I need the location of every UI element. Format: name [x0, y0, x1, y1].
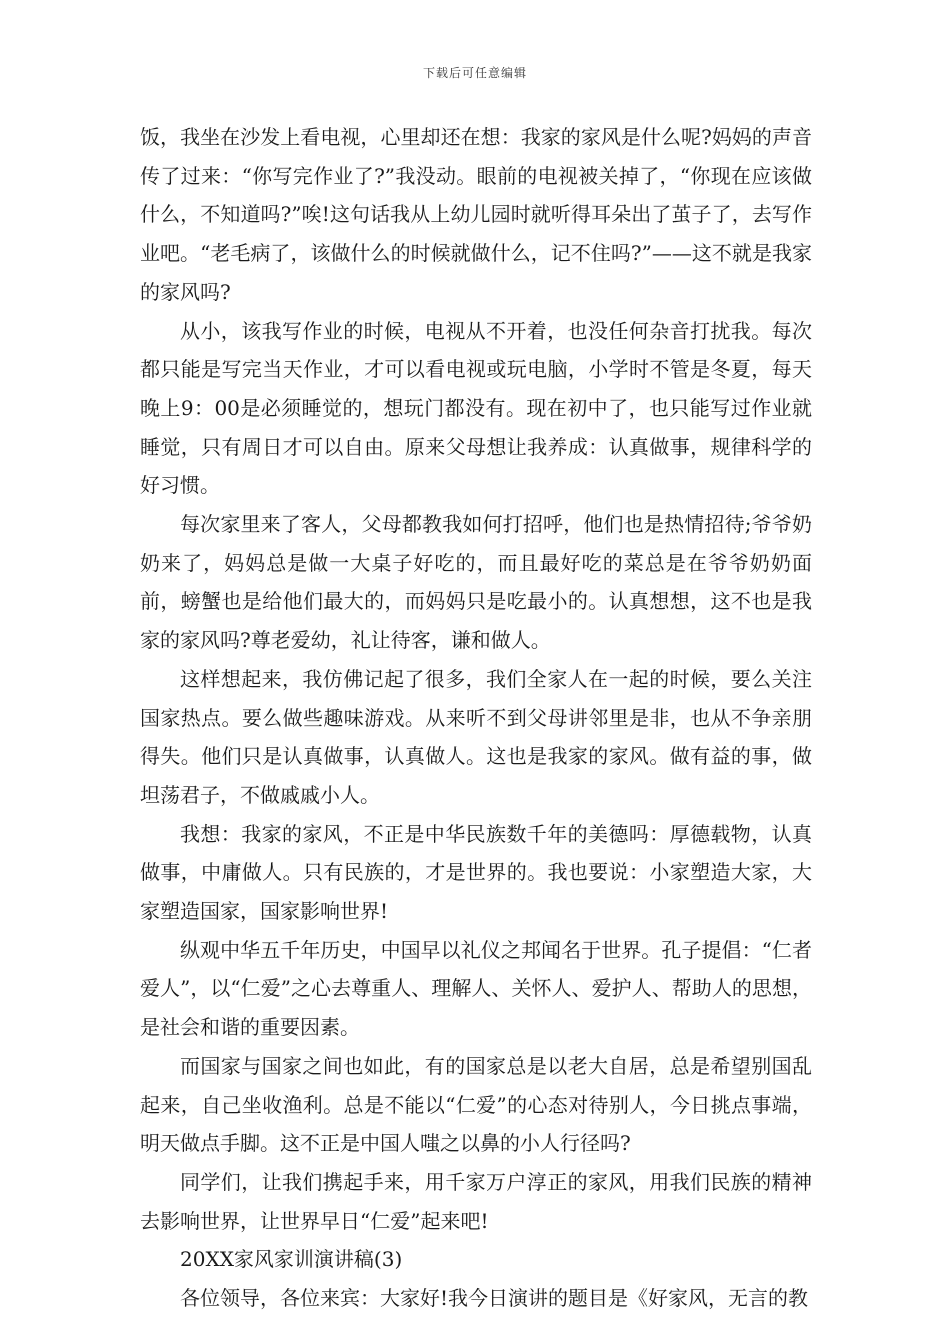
paragraph-4: 这样想起来，我仿佛记起了很多，我们全家人在一起的时候，要么关注国家热点。要么做些趣味游戏。从来听不到父母讲邻里是非，也从不争亲朋得失。他们只是认真做事，认真做人。这也是我家的家风。做有益的事，做坦荡君子，不做戚戚小人。	[140, 666, 812, 807]
paragraph-2: 从小，该我写作业的时候，电视从不开着，也没任何杂音打扰我。每次都只能是写完当天作业，才可以看电视或玩电脑，小学时不管是冬夏，每天晚上9：00是必须睡觉的，想玩门都没有。现在初中了，也只能写过作业就睡觉，只有周日才可以自由。原来父母想让我养成：认真做事，规律科学的好习惯。	[140, 318, 812, 498]
paragraph-8: 同学们，让我们携起手来，用千家万户淳正的家风，用我们民族的精神去影响世界，让世界早日“仁爱”起来吧!	[140, 1169, 812, 1233]
paragraph-3: 每次家里来了客人，父母都教我如何打招呼，他们也是热情招待;爷爷奶奶来了，妈妈总是做一大桌子好吃的，而且最好吃的菜总是在爷爷奶奶面前，螃蟹也是给他们最大的，而妈妈只是吃最小的。认真想想，这不也是我家的家风吗?尊老爱幼，礼让待客，谦和做人。	[140, 512, 812, 653]
paragraph-6: 纵观中华五千年历史，中国早以礼仪之邦闻名于世界。孔子提倡：“仁者爱人”，以“仁爱”之心去尊重人、理解人、关怀人、爱护人、帮助人的思想，是社会和谐的重要因素。	[140, 937, 812, 1040]
paragraph-7: 而国家与国家之间也如此，有的国家总是以老大自居，总是希望别国乱起来，自己坐收渔利。总是不能以“仁爱”的心态对待别人，今日挑点事端，明天做点手脚。这不正是中国人嗤之以鼻的小人行径吗?	[140, 1053, 812, 1156]
document-body	[140, 118, 812, 1318]
section-heading: 20XX家风家训演讲稿(3)	[180, 1247, 403, 1272]
paragraph-9: 各位领导，各位来宾：大家好!我今日演讲的题目是《好家风，无言的教	[180, 1286, 809, 1311]
paragraph-1: 饭，我坐在沙发上看电视，心里却还在想：我家的家风是什么呢?妈妈的声音传了过来：“你写完作业了?”我没动。眼前的电视被关掉了，“你现在应该做什么，不知道吗?”唉!这句话我从上幼儿园时就听得耳朵出了茧子了，去写作业吧。“老毛病了，该做什么的时候就做什么，记不住吗?”——这不就是我家的家风吗?	[140, 125, 812, 304]
page-header-note: 下载后可任意编辑	[422, 66, 527, 80]
paragraph-5: 我想：我家的家风，不正是中华民族数千年的美德吗：厚德载物，认真做事，中庸做人。只有民族的，才是世界的。我也要说：小家塑造大家，大家塑造国家，国家影响世界!	[140, 821, 812, 924]
